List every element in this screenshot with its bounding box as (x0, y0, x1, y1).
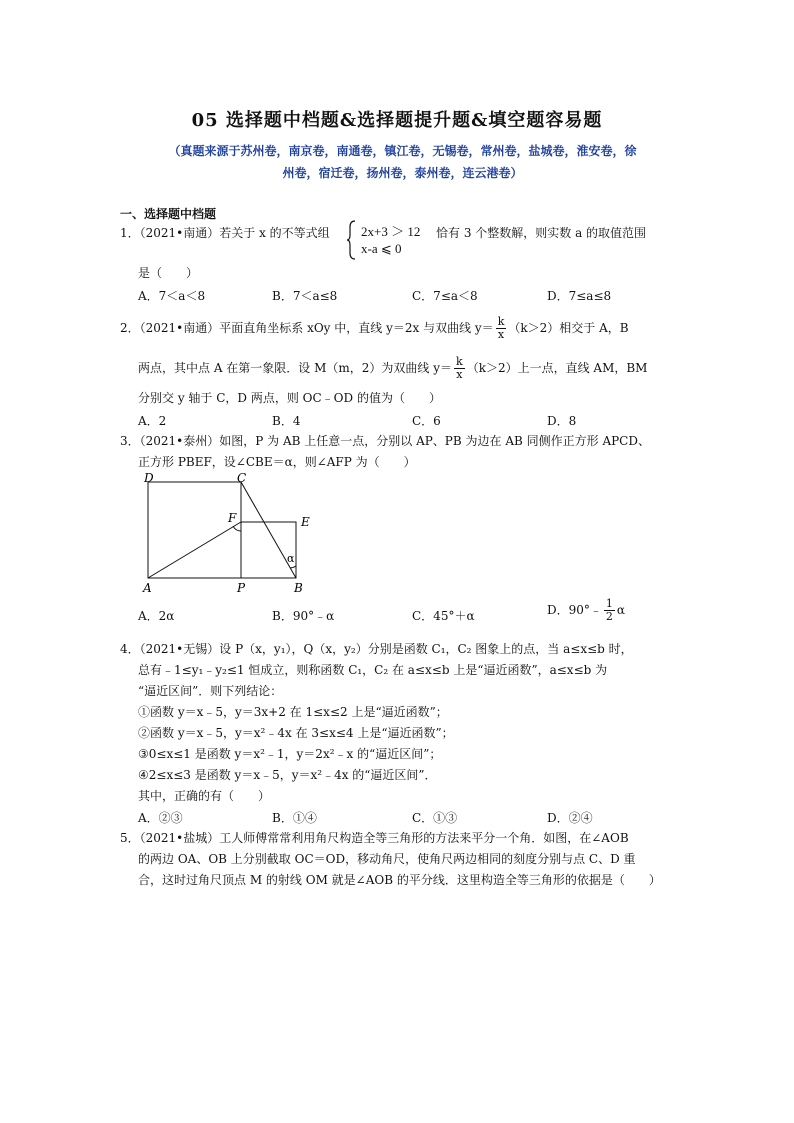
q1-option-d[interactable]: D．7≤a≤8 (547, 289, 612, 303)
q2-fraction-2 (454, 356, 465, 381)
q2-line-2-tail: （k＞2）上一点，直线 AM，BM (466, 361, 648, 375)
q2-option-b[interactable]: B．4 (272, 414, 301, 428)
q3-option-d-fraction (604, 598, 615, 623)
q4-line-2: 总有﹣1≤y₁﹣y₂≤1 恒成立，则称函数 C₁，C₂ 在 a≤x≤b 上是“逼近函数”，a≤x≤b 为 (138, 663, 608, 677)
q2-line-1 (120, 316, 629, 341)
q1-option-b[interactable]: B．7＜a≤8 (272, 289, 338, 303)
q4-line-1: 4．（2021•无锡）设 P（x，y₁），Q（x，y₂）分别是函数 C₁，C₂ 图象上的点，当 a≤x≤b 时， (120, 642, 633, 656)
q2-fraction-1-num: k (497, 315, 505, 328)
q2-fraction-2-den: x (456, 368, 463, 381)
q4-option-c[interactable]: C．①③ (412, 811, 458, 825)
q4-question: 其中，正确的有（ ） (138, 789, 271, 803)
label-a: A (143, 581, 152, 595)
source-note (130, 140, 675, 184)
q5-line-2: 的两边 OA、OB 上分别截取 OC＝OD，移动角尺，使角尺两边相同的刻度分别与点 C、D 重 (138, 852, 636, 866)
q2-option-a[interactable]: A．2 (138, 414, 167, 428)
q4-option-b[interactable]: B．①④ (272, 811, 317, 825)
source-note-line-2: 州卷，宿迁卷，扬州卷，泰州卷，连云港卷） (282, 166, 523, 180)
q2-option-d[interactable]: D．8 (547, 414, 577, 428)
label-e: E (301, 515, 310, 529)
q3-option-d-num: 1 (605, 597, 613, 610)
q1-option-a[interactable]: A．7＜a＜8 (138, 289, 206, 303)
q5-line-3: 合，这时过角尺顶点 M 的射线 OM 就是∠AOB 的平分线．这里构造全等三角形的依据是（ ） (138, 873, 661, 887)
q4-statement-3: ③0≤x≤1 是函数 y＝x²﹣1，y＝2x²﹣x 的“逼近区间”； (138, 747, 442, 761)
q1-stem-tail: 是（ ） (138, 266, 199, 280)
angle-cbe-arc (290, 566, 296, 568)
q2-line-1-text: 2．（2021•南通）平面直角坐标系 xOy 中，直线 y＝2x 与双曲线 y＝ (120, 321, 494, 335)
q3-option-b[interactable]: B．90°﹣α (272, 609, 335, 623)
page-title: 05 选择题中档题&选择题提升题&填空题容易题 (191, 110, 603, 131)
q3-option-d-den: 2 (605, 610, 613, 623)
section-heading: 一、选择题中档题 (120, 207, 217, 221)
q1-stem-end: 恰有 3 个整数解，则实数 a 的取值范围 (436, 226, 647, 240)
label-alpha: α (287, 552, 295, 565)
q3-option-a[interactable]: A．2α (138, 609, 175, 623)
angle-afp-arc (233, 526, 241, 531)
label-d: D (144, 471, 154, 485)
q1-option-c[interactable]: C．7≤a＜8 (412, 289, 478, 303)
q3-option-d[interactable] (547, 598, 625, 623)
source-note-line-1: （真题来源于苏州卷，南京卷，南通卷，镇江卷，无锡卷，常州卷，盐城卷，淮安卷，徐 (168, 144, 637, 158)
q2-line-2-text: 两点，其中点 A 在第一象限．设 M（m，2）为双曲线 y＝ (138, 361, 453, 375)
q3-option-c[interactable]: C．45°＋α (412, 609, 475, 623)
label-p: P (237, 581, 246, 595)
q2-line-3: 分别交 y 轴于 C，D 两点，则 OC﹣OD 的值为（ ） (138, 391, 441, 405)
q4-statement-4: ④2≤x≤3 是函数 y＝x﹣5，y＝x²﹣4x 的“逼近区间”． (138, 768, 437, 782)
q2-line-2 (138, 356, 647, 381)
label-f: F (228, 511, 237, 525)
q3-line-1: 3．（2021•泰州）如图，P 为 AB 上任意一点，分别以 AP、PB 为边在 AB 同侧作正方形 APCD、 (120, 434, 650, 448)
q3-figure (138, 470, 318, 596)
q4-statement-1: ①函数 y＝x﹣5，y＝3x+2 在 1≤x≤2 上是“逼近函数”； (138, 705, 448, 719)
q1-stem-start: 1．（2021•南通）若关于 x 的不等式组 (120, 226, 330, 240)
q2-option-c[interactable]: C．6 (412, 414, 441, 428)
q4-option-d[interactable]: D．②④ (547, 811, 593, 825)
q4-line-3: “逼近区间”．则下列结论： (138, 684, 283, 698)
q2-fraction-1 (496, 316, 507, 341)
q2-fraction-2-num: k (456, 355, 463, 368)
label-c: C (237, 471, 247, 485)
segment-af (148, 522, 241, 578)
q5-line-1: 5．（2021•盐城）工人师傅常常利用角尺构造全等三角形的方法来平分一个角．如图，在∠AOB (120, 831, 629, 845)
q2-fraction-1-den: x (497, 328, 505, 341)
label-b: B (294, 581, 303, 595)
q3-option-d-text: D．90°﹣ (547, 603, 602, 617)
q4-statement-2: ②函数 y＝x﹣5，y＝x²﹣4x 在 3≤x≤4 上是“逼近函数”； (138, 726, 454, 740)
q3-option-d-tail: α (616, 603, 626, 617)
q1-system-line-1: 2x+3 ＞ 12 (361, 224, 421, 239)
q3-line-2: 正方形 PBEF，设∠CBE＝α，则∠AFP 为（ ） (138, 455, 416, 469)
q2-line-1-tail: （k＞2）相交于 A，B (508, 321, 629, 335)
q4-option-a[interactable]: A．②③ (138, 811, 183, 825)
q1-system-line-2: x-a ⩽ 0 (361, 241, 402, 256)
